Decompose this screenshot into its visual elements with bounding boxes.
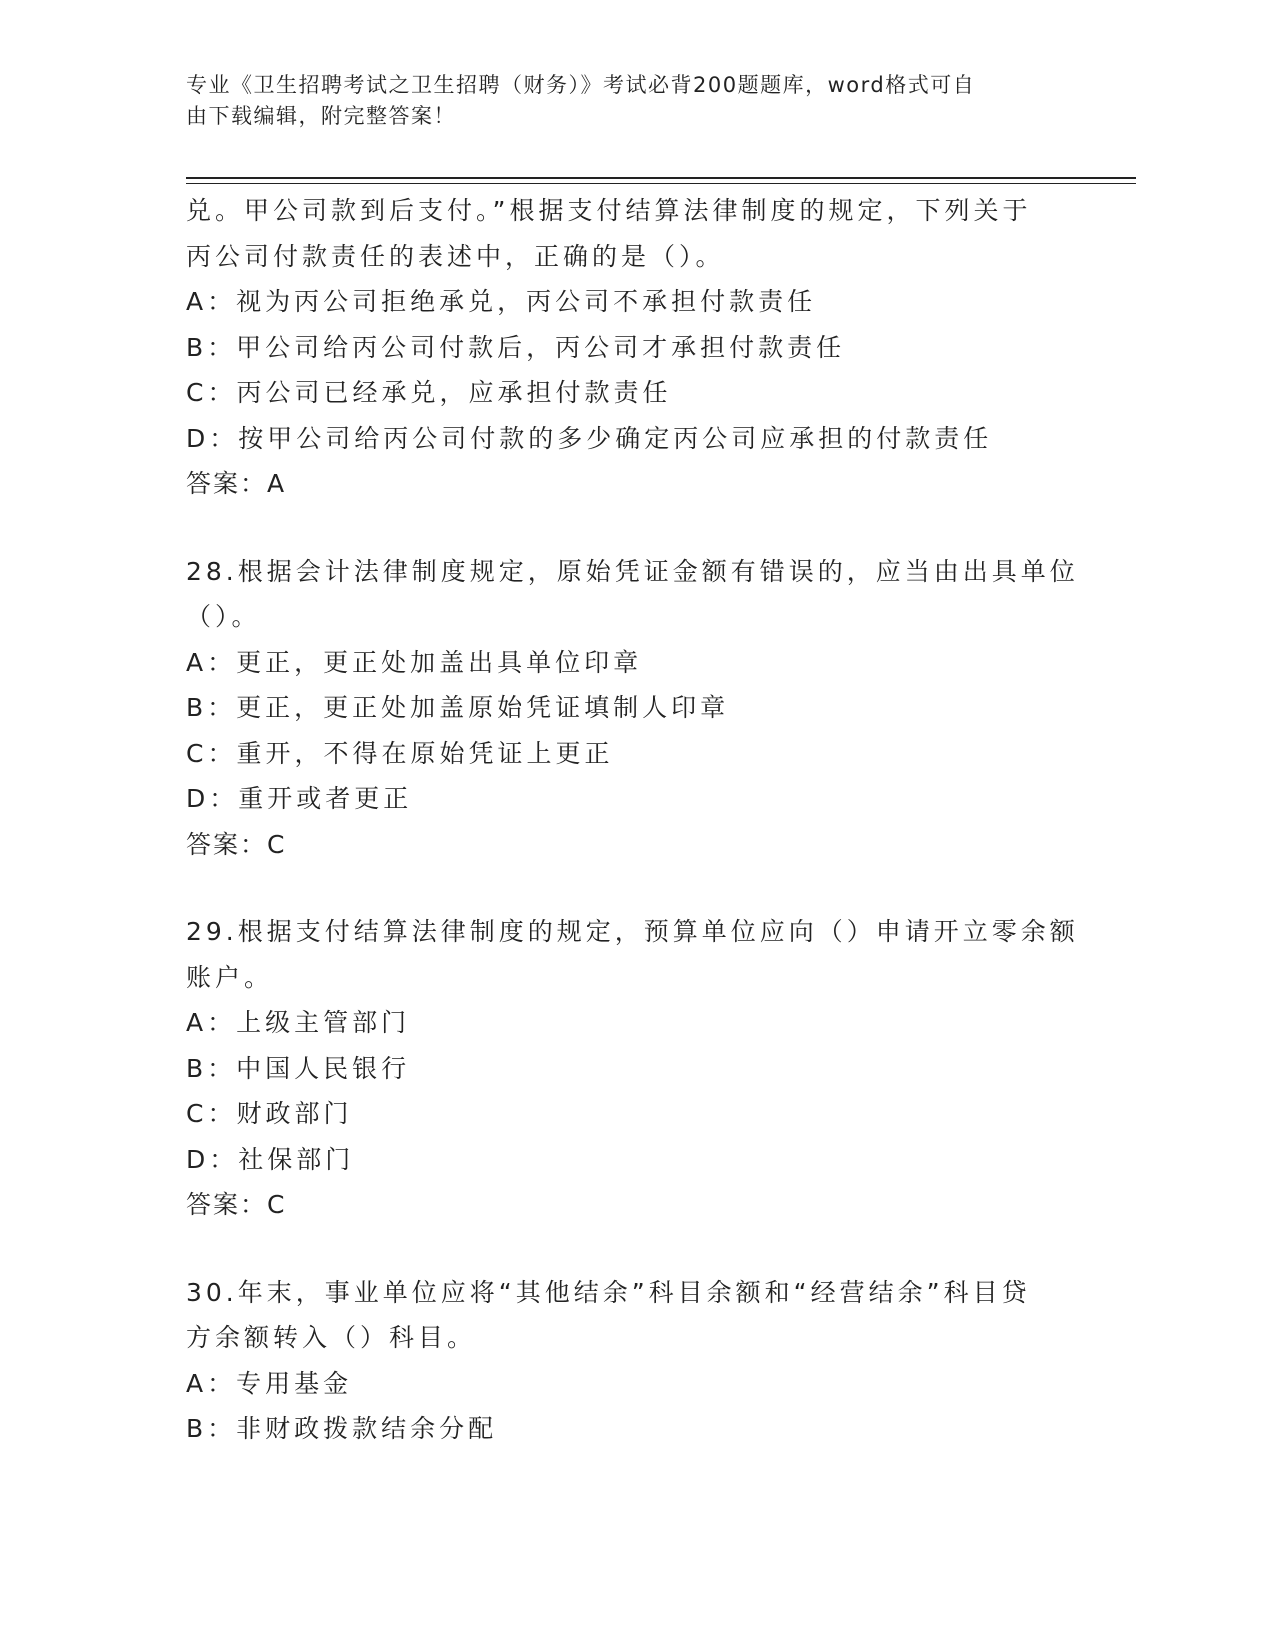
option-c: C：重开，不得在原始凭证上更正 <box>186 738 614 768</box>
question-27 <box>186 188 1076 507</box>
question-list <box>186 188 1079 1452</box>
question-gap <box>186 507 1076 549</box>
option-d: D：按甲公司给丙公司付款的多少确定丙公司应承担的付款责任 <box>186 423 993 453</box>
header-line-1: 专业《卫生招聘考试之卫生招聘（财务）》考试必背200题题库，word格式可自 <box>186 73 976 97</box>
question-28 <box>186 549 1079 868</box>
option-a: A：专用基金 <box>186 1368 353 1398</box>
option-c: C：丙公司已经承兑，应承担付款责任 <box>186 378 672 407</box>
option-a: A：视为丙公司拒绝承兑，丙公司不承担付款责任 <box>186 287 817 316</box>
answer-line: 答案：C <box>186 829 287 859</box>
answer-line: 答案：A <box>186 469 287 498</box>
question-stem-line: 方余额转入（）科目。 <box>186 1323 477 1352</box>
option-b: B：中国人民银行 <box>186 1053 411 1083</box>
question-stem-line: 30.年末，事业单位应将“其他结余”科目余额和“经营结余”科目贷 <box>186 1277 1031 1307</box>
question-gap <box>186 867 1076 909</box>
answer-line: 答案：C <box>186 1190 287 1219</box>
question-29 <box>186 909 1079 1228</box>
option-d: D：社保部门 <box>186 1144 355 1174</box>
question-stem-line: 兑。甲公司款到后支付。”根据支付结算法律制度的规定，下列关于 <box>186 196 1032 225</box>
question-gap <box>186 1228 1076 1270</box>
question-stem-line: 账户。 <box>186 962 274 992</box>
option-a: A：上级主管部门 <box>186 1008 411 1037</box>
question-stem-line: 丙公司付款责任的表述中，正确的是（）。 <box>186 241 725 271</box>
document-header <box>186 70 1066 132</box>
option-b: B：甲公司给丙公司付款后，丙公司才承担付款责任 <box>186 332 846 362</box>
option-c: C：财政部门 <box>186 1099 353 1128</box>
option-b: B：非财政拨款结余分配 <box>186 1414 498 1443</box>
question-30 <box>186 1270 1076 1452</box>
question-stem-line: 28.根据会计法律制度规定，原始凭证金额有错误的，应当由出具单位 <box>186 556 1079 586</box>
question-stem-line: （）。 <box>186 602 261 631</box>
option-a: A：更正，更正处加盖出具单位印章 <box>186 647 643 677</box>
header-rule-thick <box>186 177 1136 179</box>
option-b: B：更正，更正处加盖原始凭证填制人印章 <box>186 693 730 722</box>
header-rule-thin <box>186 183 1136 184</box>
question-stem-line: 29.根据支付结算法律制度的规定，预算单位应向（）申请开立零余额 <box>186 917 1079 946</box>
header-line-2: 由下载编辑，附完整答案！ <box>186 104 456 128</box>
option-d: D：重开或者更正 <box>186 784 413 813</box>
